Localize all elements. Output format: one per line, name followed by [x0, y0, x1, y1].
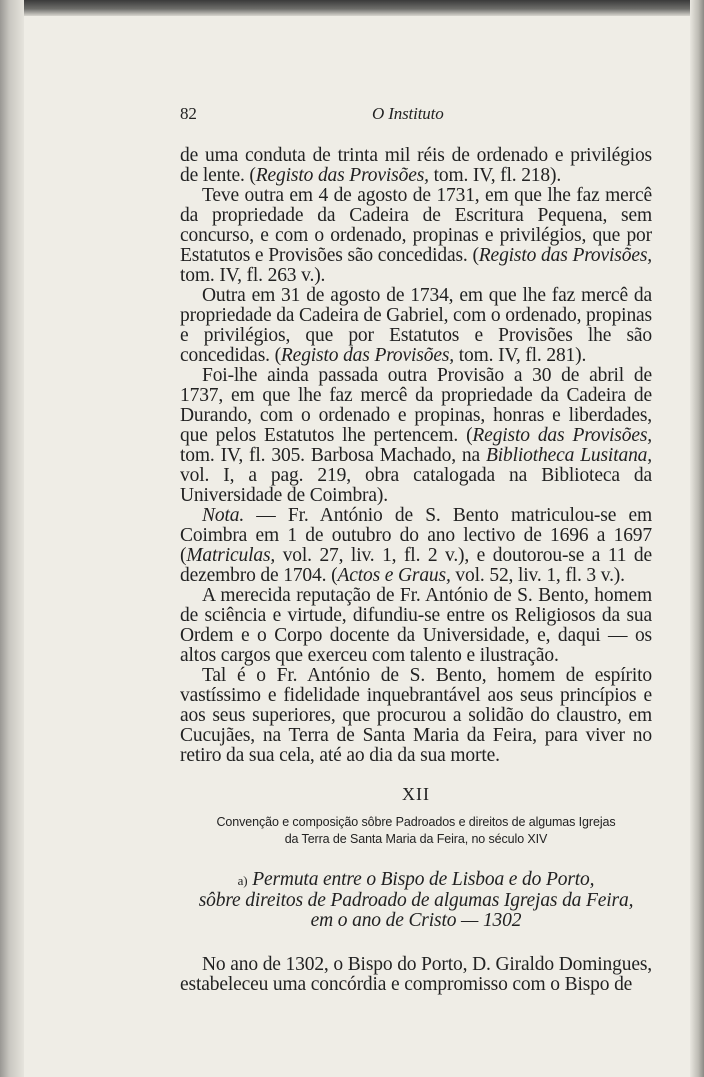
- text-run: Foi-lhe ainda passada outra Provisão a 30 de abril de 1737, em que lhe faz mercê da propriedade da Cadeira de Durando, com o ordenado e propinas, honras e liberdades, que pelos Estatutos lhe pertencem. (: [180, 365, 652, 446]
- paragraph: [180, 666, 652, 766]
- italic-citation: Bibliotheca Lusitana,: [485, 445, 652, 466]
- text-run: Outra em 31 de agosto de 1734, em que lhe faz mercê da propriedade da Cadeira de Gabriel, com o ordenado, propinas e privilégios, que por Estatutos e Provisões lhe são concedidas. (: [180, 285, 652, 366]
- text-run: — Fr. António de S. Bento matriculou-se em Coimbra em 1 de outubro do ano lectivo de 1696 a 1697 (: [180, 505, 652, 566]
- paragraph: No ano de 1302, o Bispo do Porto, D. Giraldo Domingues, estabeleceu uma concórdia e compromisso com o Bispo de: [180, 954, 652, 995]
- italic-citation: Nota.: [202, 505, 245, 526]
- italic-citation: Registo das Provisões,: [472, 425, 652, 446]
- subsection-line: sôbre direitos de Padroado de algumas Igrejas da Feira,: [198, 890, 634, 911]
- subsection-marker: a): [237, 873, 248, 888]
- text-run: tom. IV, fl. 305. Barbosa Machado, na: [180, 445, 486, 466]
- text-run: vol. 52, liv. 1, fl. 3 v.).: [450, 565, 625, 586]
- paragraph: [180, 366, 652, 506]
- text-run: de uma conduta de trinta mil réis de ordenado e privilégios de lente. (: [180, 145, 652, 186]
- page-header: [180, 104, 652, 126]
- book-page: [180, 104, 652, 995]
- text-run: tom. IV, fl. 218).: [428, 165, 562, 186]
- italic-citation: Registo das Provisões,: [255, 165, 429, 186]
- subsection-line: em o ano de Cristo — 1302: [310, 910, 522, 931]
- paragraph: [180, 506, 652, 586]
- text-run: Teve outra em 4 de agosto de 1731, em que lhe faz mercê da propriedade da Cadeira de Escritura Pequena, sem concurso, e com o ordenado, propinas e privilégios, que por Estatutos e Provisões são concedidas. (: [180, 185, 652, 266]
- text-run: A merecida reputação de Fr. António de S. Bento, homem de sciência e virtude, difundiu-se entre os Religiosos da sua Ordem e o Corpo docente da Universidade, e, daqui — os altos cargos que exerceu com talento e ilustração.: [180, 585, 652, 666]
- section-heading-line: Convenção e composição sôbre Padroados e direitos de algumas Igrejas: [216, 815, 616, 829]
- page-top-shadow: [0, 0, 704, 16]
- paragraph: [180, 286, 652, 366]
- section-heading-line: da Terra de Santa Maria da Feira, no século XIV: [284, 832, 548, 846]
- body-text: [180, 146, 652, 766]
- text-run: Tal é o Fr. António de S. Bento, homem de espírito vastíssimo e fidelidade inquebrantável aos seus princípios e aos seus superiores, que procurou a solidão do claustro, em Cucujães, na Terra de Santa Maria da Feira, para viver no retiro da sua cela, até ao dia da sua morte.: [180, 665, 652, 766]
- section-heading: [180, 814, 652, 848]
- paragraph: [180, 186, 652, 286]
- text-run: vol. I, a pag. 219, obra catalogada na Biblioteca da Universidade de Coimbra).: [180, 465, 652, 506]
- text-run: tom. IV, fl. 263 v.).: [180, 265, 326, 286]
- paragraph: [180, 146, 652, 186]
- running-title: O Instituto: [372, 104, 444, 123]
- text-run: vol. 27, liv. 1, fl. 2 v.), e doutorou-se a 11 de dezembro de 1704. (: [180, 545, 652, 586]
- italic-citation: Registo das Provisões,: [280, 345, 455, 366]
- italic-citation: Matriculas,: [186, 545, 276, 566]
- italic-citation: Registo das Provisões,: [478, 245, 652, 266]
- book-spine-edge: [0, 0, 24, 1077]
- italic-citation: Actos e Graus,: [337, 565, 451, 586]
- subsection-heading: [180, 870, 652, 931]
- page-number: 82: [180, 104, 197, 123]
- page-right-edge: [690, 0, 704, 1077]
- subsection-line: [180, 870, 652, 891]
- text-run: tom. IV, fl. 281).: [454, 345, 587, 366]
- section-number: XII: [402, 784, 430, 804]
- subsection-title: Permuta entre o Bispo de Lisboa e do Porto,: [252, 869, 595, 890]
- paragraph: [180, 586, 652, 666]
